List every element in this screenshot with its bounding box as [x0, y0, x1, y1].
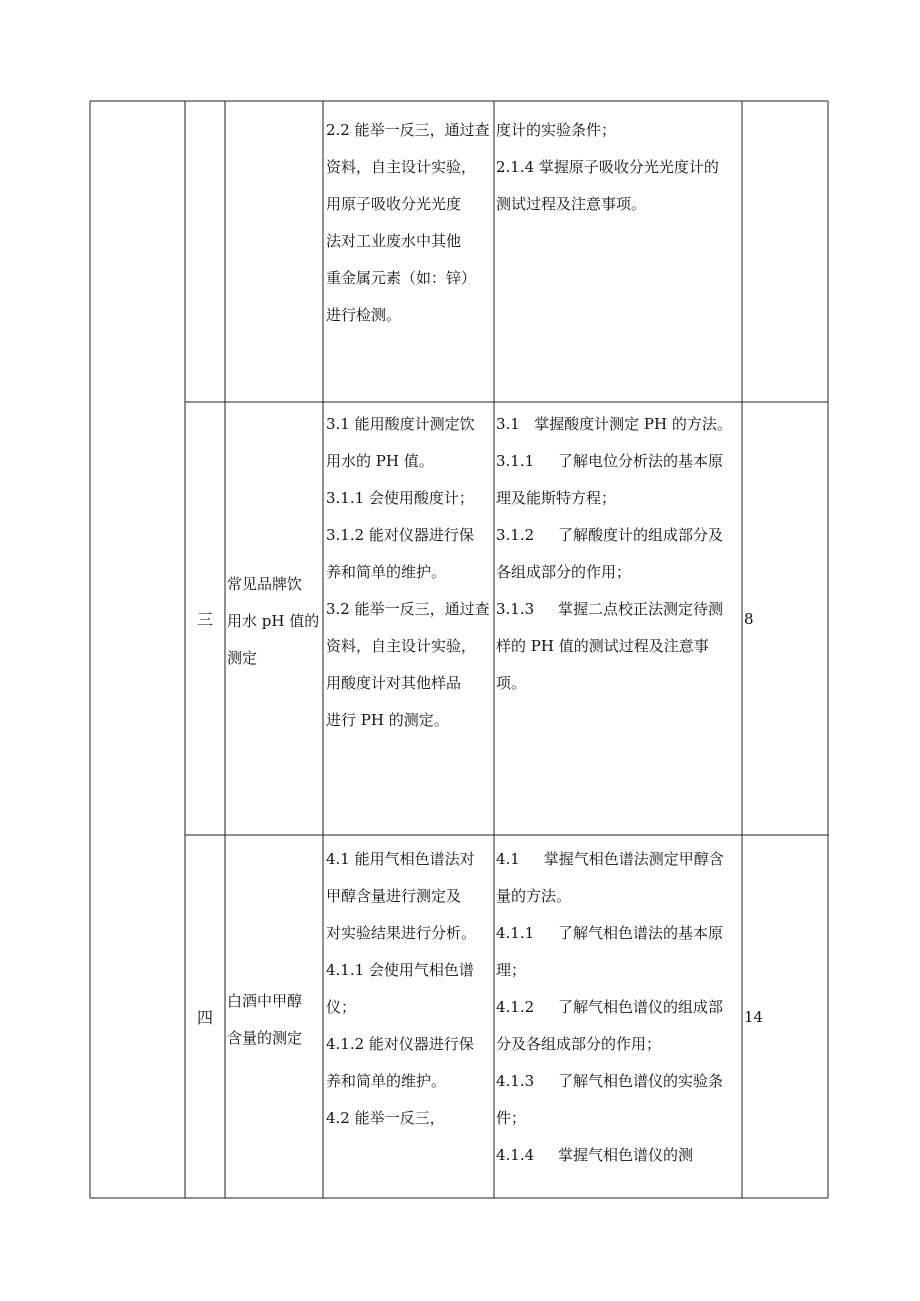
row2-hours-cell	[744, 601, 828, 638]
row3-knowledge-line: 4.1.1 了解气相色谱法的基本原	[496, 924, 724, 942]
row3-ability-line: 4.2 能举一反三，	[326, 1109, 445, 1127]
row3-knowledge-cell	[496, 841, 742, 1174]
row2-ability-line: 进行 PH 的测定。	[326, 711, 449, 729]
row3-hours: 14	[744, 1008, 764, 1026]
row1-ability-line: 进行检测。	[326, 306, 402, 324]
row3-knowledge-line: 量的方法。	[496, 887, 572, 905]
row2-knowledge-line: 3.1.1 了解电位分析法的基本原	[496, 452, 724, 470]
row2-knowledge-line: 3.1 掌握酸度计测定 PH 的方法。	[496, 415, 732, 433]
row2-project-line: 用水 pH 值的	[227, 612, 320, 630]
row3-ability-cell	[326, 841, 494, 1137]
row3-ability-line: 4.1 能用气相色谱法对	[326, 850, 475, 868]
row2-project-cell	[227, 566, 325, 677]
row2-ability-cell	[326, 406, 494, 739]
row1-ability-cell	[326, 112, 494, 334]
row2-ability-line: 资料，自主设计实验，	[326, 637, 477, 655]
row2-number-cell	[185, 601, 225, 638]
row3-knowledge-line: 分及各组成部分的作用；	[496, 1035, 662, 1053]
row2-ability-line: 3.2 能举一反三，通过查	[326, 600, 490, 618]
row2-ability-line: 3.1.1 会使用酸度计；	[326, 489, 474, 507]
row2-ability-line: 3.1.2 能对仪器进行保	[326, 526, 474, 544]
row1-knowledge-cell	[496, 112, 742, 223]
row2-hours: 8	[744, 610, 754, 628]
row3-project-line: 含量的测定	[227, 1029, 303, 1047]
row3-hours-cell	[744, 999, 828, 1036]
row2-knowledge-line: 3.1.2 了解酸度计的组成部分及	[496, 526, 724, 544]
row2-number: 三	[196, 610, 213, 629]
row2-knowledge-line: 各组成部分的作用；	[496, 563, 632, 581]
row3-number-cell	[185, 999, 225, 1036]
row2-project-line: 测定	[227, 649, 258, 667]
row2-knowledge-line: 理及能斯特方程；	[496, 489, 617, 507]
row2-knowledge-line: 项。	[496, 674, 527, 692]
row3-knowledge-line: 4.1.2 了解气相色谱仪的组成部	[496, 998, 724, 1016]
row1-ability-line: 资料，自主设计实验，	[326, 158, 477, 176]
row2-ability-line: 养和简单的维护。	[326, 563, 447, 581]
row1-ability-line: 重金属元素（如：锌）	[326, 269, 477, 287]
row2-ability-line: 用酸度计对其他样品	[326, 674, 462, 692]
row3-ability-line: 4.1.1 会使用气相色谱	[326, 961, 474, 979]
row3-knowledge-line: 件；	[496, 1109, 527, 1127]
row3-ability-line: 甲醇含量进行测定及	[326, 887, 462, 905]
row1-knowledge-line: 度计的实验条件；	[496, 121, 617, 139]
row1-ability-line: 法对工业废水中其他	[326, 232, 462, 250]
row2-knowledge-line: 3.1.3 掌握二点校正法测定待测	[496, 600, 724, 618]
row2-ability-line: 用水的 PH 值。	[326, 452, 434, 470]
row3-ability-line: 对实验结果进行分析。	[326, 924, 477, 942]
row3-knowledge-line: 4.1.4 掌握气相色谱仪的测	[496, 1146, 694, 1164]
row2-ability-line: 3.1 能用酸度计测定饮	[326, 415, 475, 433]
row2-knowledge-cell	[496, 406, 742, 702]
row3-project-cell	[227, 983, 325, 1057]
row3-ability-line: 4.1.2 能对仪器进行保	[326, 1035, 474, 1053]
row3-knowledge-line: 4.1 掌握气相色谱法测定甲醇含	[496, 850, 724, 868]
row3-knowledge-line: 4.1.3 了解气相色谱仪的实验条	[496, 1072, 724, 1090]
row1-knowledge-line: 2.1.4 掌握原子吸收分光光度计的	[496, 158, 719, 176]
row3-number: 四	[196, 1008, 213, 1027]
row3-project-line: 白酒中甲醇	[227, 992, 303, 1010]
row3-knowledge-line: 理；	[496, 961, 527, 979]
row2-project-line: 常见品牌饮	[227, 575, 303, 593]
row1-ability-line: 2.2 能举一反三，通过查	[326, 121, 490, 139]
row1-knowledge-line: 测试过程及注意事项。	[496, 195, 647, 213]
row3-ability-line: 养和简单的维护。	[326, 1072, 447, 1090]
row1-ability-line: 用原子吸收分光光度	[326, 195, 462, 213]
row2-knowledge-line: 样的 PH 值的测试过程及注意事	[496, 637, 709, 655]
row3-ability-line: 仪；	[326, 998, 357, 1016]
